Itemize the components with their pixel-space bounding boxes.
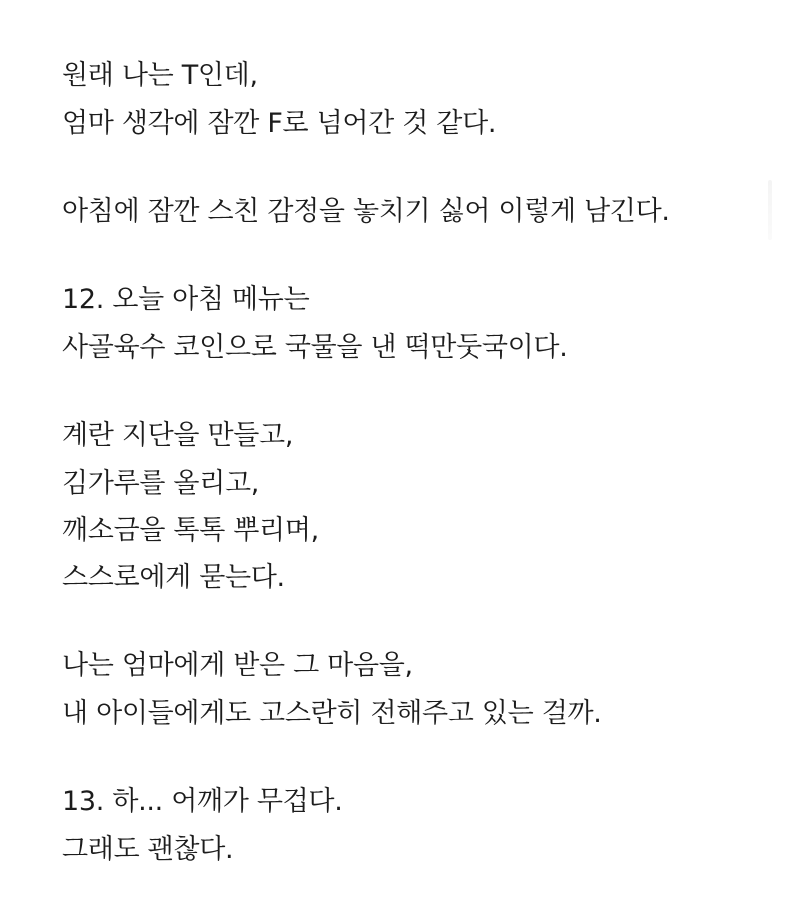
text-line: 내 아이들에게도 고스란히 전해주고 있는 걸까. bbox=[62, 698, 602, 729]
scroll-edge-shadow bbox=[768, 180, 772, 240]
text-line: 깨소금을 톡톡 뿌리며, bbox=[62, 515, 319, 546]
text-line: 그래도 괜찮다. bbox=[62, 834, 234, 865]
text-line: 13. 하... 어깨가 무겁다. bbox=[62, 786, 343, 817]
clipped-text-line bbox=[62, 0, 71, 6]
text-line: 12. 오늘 아침 메뉴는 bbox=[62, 284, 310, 315]
text-line: 엄마 생각에 잠깐 F로 넘어간 것 같다. bbox=[62, 108, 497, 139]
text-line: 나는 엄마에게 받은 그 마음을, bbox=[62, 650, 413, 681]
text-line: 사골육수 코인으로 국물을 낸 떡만둣국이다. bbox=[62, 332, 568, 363]
text-line: 김가루를 올리고, bbox=[62, 468, 260, 499]
text-line: 계란 지단을 만들고, bbox=[62, 420, 294, 451]
text-line: 아침에 잠깐 스친 감정을 놓치기 싫어 이렇게 남긴다. bbox=[62, 196, 670, 227]
text-line: 스스로에게 묻는다. bbox=[62, 562, 285, 593]
text-line: 원래 나는 T인데, bbox=[62, 60, 258, 91]
